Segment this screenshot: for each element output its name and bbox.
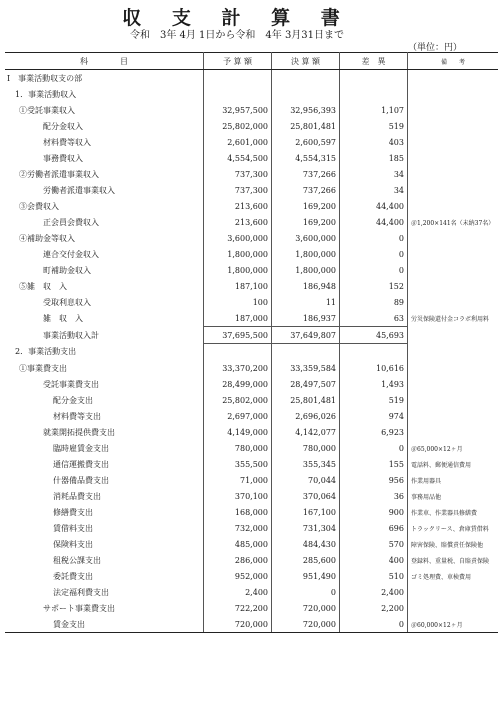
table-row: [5, 102, 498, 118]
row-diff: 0: [340, 616, 408, 633]
row-diff: 6,923: [340, 424, 408, 440]
table-row: [5, 70, 498, 87]
row-diff: [340, 344, 408, 361]
table-row: [5, 294, 498, 310]
row-item: 材料費等収入: [5, 134, 204, 150]
row-actual: 780,000: [272, 440, 340, 456]
row-item: サポート事業費支出: [5, 600, 204, 616]
row-note: [408, 262, 498, 278]
row-note: [408, 424, 498, 440]
row-note: トラックリース、倉庫賃借料: [411, 525, 489, 533]
row-item: 配分金支出: [5, 392, 204, 408]
row-note: [408, 344, 498, 361]
table-row: [5, 520, 498, 536]
row-budget: 4,149,000: [204, 424, 272, 440]
row-item: 就業開拓提供費支出: [5, 424, 204, 440]
row-actual: [272, 70, 340, 87]
row-item: 修繕費支出: [5, 504, 204, 520]
row-note: [408, 392, 498, 408]
row-diff: [340, 86, 408, 102]
row-note: [408, 278, 498, 294]
table-row: [5, 310, 498, 327]
table-row: [5, 504, 498, 520]
table-row: [5, 568, 498, 584]
row-item: 賃借料支出: [5, 520, 204, 536]
row-budget: 37,695,500: [204, 327, 272, 344]
row-note: [408, 230, 498, 246]
row-budget: 370,100: [204, 488, 272, 504]
row-budget: 32,957,500: [204, 102, 272, 118]
table-row: [5, 214, 498, 230]
row-note: [408, 182, 498, 198]
row-budget: 720,000: [204, 616, 272, 633]
header-diff: 差 異: [340, 53, 408, 70]
row-note: [408, 246, 498, 262]
row-actual: 25,801,481: [272, 118, 340, 134]
row-actual: 186,948: [272, 278, 340, 294]
row-actual: 951,490: [272, 568, 340, 584]
row-diff: 519: [340, 118, 408, 134]
header-actual: 決 算 額: [272, 53, 340, 70]
row-diff: 956: [340, 472, 408, 488]
row-diff: 696: [340, 520, 408, 536]
row-note: 作業用器具: [411, 477, 442, 485]
row-budget: [204, 344, 272, 361]
table-row: [5, 472, 498, 488]
row-actual: 186,937: [272, 310, 340, 327]
row-item: 町補助金収入: [5, 262, 204, 278]
row-note: 障害保険、賠償責任保険他: [411, 541, 484, 549]
row-item: 材料費等支出: [5, 408, 204, 424]
row-item: 消耗品費支出: [5, 488, 204, 504]
row-diff: 2,400: [340, 584, 408, 600]
table-row: [5, 86, 498, 102]
row-actual: 731,304: [272, 520, 340, 536]
row-diff: 0: [340, 440, 408, 456]
header-note: 備 考: [408, 53, 498, 70]
row-budget: 187,100: [204, 278, 272, 294]
row-diff: 45,693: [340, 327, 408, 344]
row-actual: 167,100: [272, 504, 340, 520]
row-diff: 400: [340, 552, 408, 568]
row-actual: 25,801,481: [272, 392, 340, 408]
row-budget: 355,500: [204, 456, 272, 472]
table-row: [5, 198, 498, 214]
table-row: [5, 182, 498, 198]
unit-label: （単位：円）: [407, 43, 462, 53]
row-budget: 71,000: [204, 472, 272, 488]
row-actual: 70,044: [272, 472, 340, 488]
row-diff: 10,616: [340, 360, 408, 376]
row-diff: 2,200: [340, 600, 408, 616]
table-row: [5, 246, 498, 262]
row-actual: 0: [272, 584, 340, 600]
row-diff: 152: [340, 278, 408, 294]
row-item: 通信運搬費支出: [5, 456, 204, 472]
row-note: [408, 360, 498, 376]
row-diff: 155: [340, 456, 408, 472]
table-row: [5, 230, 498, 246]
row-diff: 185: [340, 150, 408, 166]
period-label: 令和 3年 4月 1日から令和 4年 3月31日まで: [129, 30, 345, 41]
row-actual: 37,649,807: [272, 327, 340, 344]
row-actual: 370,064: [272, 488, 340, 504]
row-note: [408, 600, 498, 616]
table-row: [5, 278, 498, 294]
row-item: 雑 収 入: [5, 310, 204, 327]
row-budget: 187,000: [204, 310, 272, 327]
row-actual: 285,600: [272, 552, 340, 568]
row-diff: 1,493: [340, 376, 408, 392]
row-diff: 36: [340, 488, 408, 504]
row-budget: 213,600: [204, 198, 272, 214]
table-row: [5, 488, 498, 504]
row-actual: 3,600,000: [272, 230, 340, 246]
row-item: 2．事業活動支出: [5, 344, 204, 361]
table-row: [5, 360, 498, 376]
row-item: ⑤雑 収 入: [5, 278, 204, 294]
row-diff: 44,400: [340, 214, 408, 230]
table-row: [5, 166, 498, 182]
row-item: 連合交付金収入: [5, 246, 204, 262]
row-budget: [204, 70, 272, 87]
row-diff: 510: [340, 568, 408, 584]
row-budget: 1,800,000: [204, 262, 272, 278]
row-budget: [204, 86, 272, 102]
table-row: [5, 552, 498, 568]
table-row: [5, 376, 498, 392]
row-budget: 485,000: [204, 536, 272, 552]
row-diff: 974: [340, 408, 408, 424]
row-item: 労働者派遣事業収入: [5, 182, 204, 198]
table-row: [5, 150, 498, 166]
row-budget: 100: [204, 294, 272, 310]
row-item: ②労働者派遣事業収入: [5, 166, 204, 182]
row-note: [408, 70, 498, 87]
row-budget: 28,499,000: [204, 376, 272, 392]
row-budget: 2,697,000: [204, 408, 272, 424]
row-actual: 28,497,507: [272, 376, 340, 392]
row-diff: 89: [340, 294, 408, 310]
table-row: [5, 327, 498, 344]
row-item: 保険料支出: [5, 536, 204, 552]
table-row: [5, 344, 498, 361]
row-budget: 4,554,500: [204, 150, 272, 166]
row-note: [408, 294, 498, 310]
row-item: 租税公課支出: [5, 552, 204, 568]
row-budget: 3,600,000: [204, 230, 272, 246]
row-item: 臨時雇賃金支出: [5, 440, 204, 456]
row-actual: 32,956,393: [272, 102, 340, 118]
row-note: [408, 327, 498, 344]
row-note: 事務用品他: [411, 493, 442, 501]
row-note: [408, 198, 498, 214]
row-item: 法定福利費支出: [5, 584, 204, 600]
row-note: [408, 376, 498, 392]
row-item: 正会員会費収入: [5, 214, 204, 230]
row-diff: [340, 70, 408, 87]
row-diff: 519: [340, 392, 408, 408]
row-item: 委託費支出: [5, 568, 204, 584]
row-item: 受託事業費支出: [5, 376, 204, 392]
row-diff: 34: [340, 166, 408, 182]
row-actual: [272, 344, 340, 361]
row-actual: 33,359,584: [272, 360, 340, 376]
row-actual: 737,266: [272, 182, 340, 198]
row-actual: 720,000: [272, 616, 340, 633]
row-note: ＠60,000×12ヶ月: [408, 616, 498, 633]
row-item: 賃金支出: [5, 616, 204, 633]
row-diff: 0: [340, 246, 408, 262]
row-budget: 780,000: [204, 440, 272, 456]
row-actual: 720,000: [272, 600, 340, 616]
table-row: [5, 262, 498, 278]
row-note: 電話料、郵便通信費用: [411, 461, 472, 469]
row-budget: 25,802,000: [204, 118, 272, 134]
table-row: [5, 424, 498, 440]
row-actual: 4,554,315: [272, 150, 340, 166]
row-note: [408, 408, 498, 424]
row-item: 配分金収入: [5, 118, 204, 134]
row-note: [408, 86, 498, 102]
row-budget: 286,000: [204, 552, 272, 568]
header-item: 科 目: [5, 53, 204, 70]
row-diff: 34: [340, 182, 408, 198]
table-row: [5, 134, 498, 150]
row-item: 事務費収入: [5, 150, 204, 166]
row-budget: 2,400: [204, 584, 272, 600]
row-diff: 570: [340, 536, 408, 552]
row-actual: 484,430: [272, 536, 340, 552]
row-actual: 169,200: [272, 214, 340, 230]
row-item: ①受託事業収入: [5, 102, 204, 118]
row-item: ④補助金等収入: [5, 230, 204, 246]
row-actual: 737,266: [272, 166, 340, 182]
table-row: [5, 616, 498, 633]
row-budget: 737,300: [204, 182, 272, 198]
row-item: 1．事業活動収入: [5, 86, 204, 102]
table-row: [5, 408, 498, 424]
row-budget: 952,000: [204, 568, 272, 584]
row-budget: 168,000: [204, 504, 272, 520]
row-budget: 2,601,000: [204, 134, 272, 150]
row-note: 労災保険還付金コラボ利用料: [411, 315, 490, 323]
income-expenditure-table: [5, 52, 498, 633]
row-note: [408, 166, 498, 182]
table-row: [5, 118, 498, 134]
row-budget: 722,200: [204, 600, 272, 616]
row-item: ③会費収入: [5, 198, 204, 214]
table-row: [5, 536, 498, 552]
row-item: 事業活動収入計: [5, 327, 204, 344]
row-budget: 737,300: [204, 166, 272, 182]
row-item: 什器備品費支出: [5, 472, 204, 488]
page-title: 収 支 計 算 書: [122, 7, 352, 29]
row-item: Ⅰ 事業活動収支の部: [5, 70, 204, 87]
row-diff: 900: [340, 504, 408, 520]
row-note: ＠1,200×141名（未納37名）: [411, 219, 495, 227]
row-note: [408, 102, 498, 118]
row-note: 作業車、作業器具修繕費: [411, 509, 478, 517]
row-budget: 25,802,000: [204, 392, 272, 408]
row-actual: [272, 86, 340, 102]
row-note: [408, 584, 498, 600]
row-note: [408, 118, 498, 134]
row-item: ①事業費支出: [5, 360, 204, 376]
row-budget: 732,000: [204, 520, 272, 536]
table-row: [5, 600, 498, 616]
row-note: ゴミ処理費、車検費用: [411, 573, 472, 581]
header-budget: 予 算 額: [204, 53, 272, 70]
row-note: [408, 134, 498, 150]
table-row: [5, 584, 498, 600]
table-body: [5, 70, 498, 633]
row-note: ＠65,000×12ヶ月: [411, 445, 463, 453]
row-diff: 0: [340, 262, 408, 278]
table-row: [5, 440, 498, 456]
row-diff: 0: [340, 230, 408, 246]
row-note: 登録料、重量税、自賠責保険: [411, 557, 490, 565]
row-item: 受取利息収入: [5, 294, 204, 310]
row-budget: 1,800,000: [204, 246, 272, 262]
table-header: [5, 53, 498, 70]
row-actual: 355,345: [272, 456, 340, 472]
row-actual: 1,800,000: [272, 246, 340, 262]
table-row: [5, 392, 498, 408]
row-actual: 4,142,077: [272, 424, 340, 440]
row-diff: 44,400: [340, 198, 408, 214]
row-diff: 63: [340, 310, 408, 327]
row-diff: 403: [340, 134, 408, 150]
row-actual: 2,600,597: [272, 134, 340, 150]
row-note: [408, 150, 498, 166]
row-budget: 33,370,200: [204, 360, 272, 376]
table-row: [5, 456, 498, 472]
row-actual: 2,696,026: [272, 408, 340, 424]
row-actual: 11: [272, 294, 340, 310]
row-budget: 213,600: [204, 214, 272, 230]
row-actual: 1,800,000: [272, 262, 340, 278]
row-diff: 1,107: [340, 102, 408, 118]
row-actual: 169,200: [272, 198, 340, 214]
